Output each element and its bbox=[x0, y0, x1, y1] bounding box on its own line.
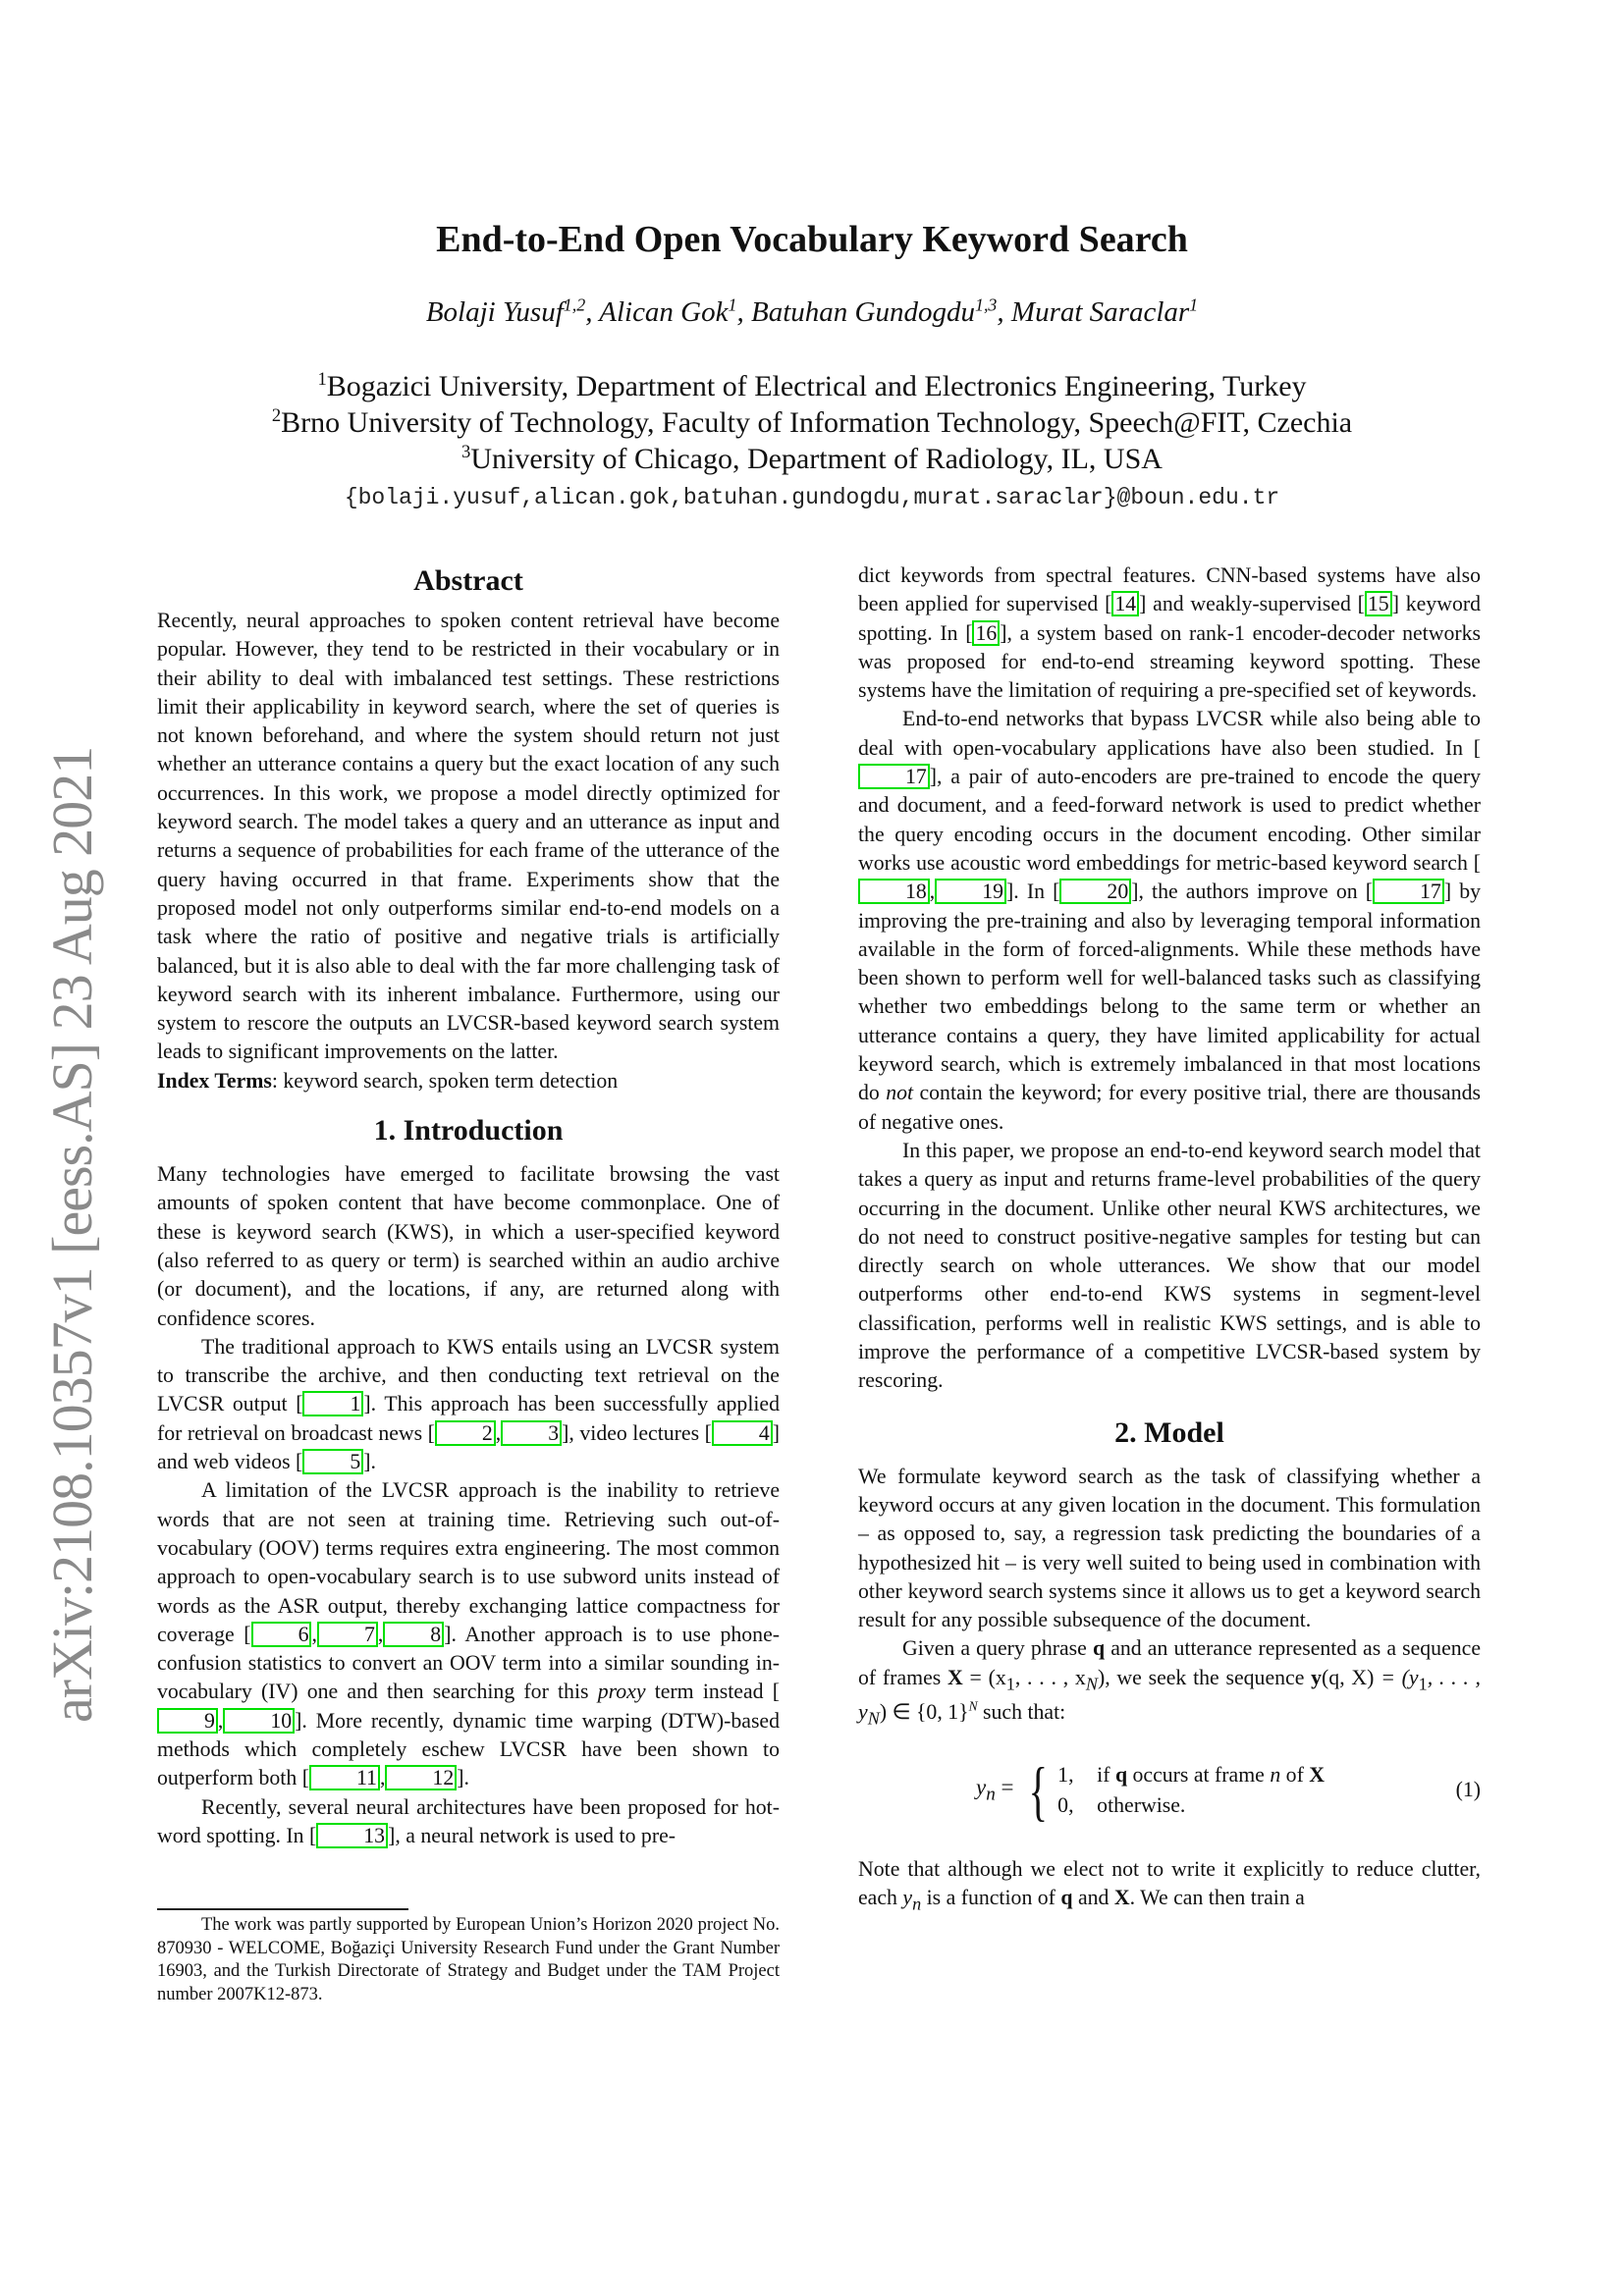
math-superscript: N bbox=[968, 1699, 978, 1715]
text-run: term instead [ bbox=[645, 1680, 780, 1704]
text-run: ], video lectures [ bbox=[562, 1420, 712, 1445]
math-run: = (y bbox=[1374, 1665, 1419, 1689]
text-run: End-to-end networks that bypass LVCSR while also being able to deal with open-vocabulary applications have also been studied. In [ bbox=[858, 707, 1481, 760]
citation-link[interactable]: 19 bbox=[935, 879, 1006, 904]
math-run: , . . . , y bbox=[858, 1665, 1482, 1725]
text-run: and bbox=[1072, 1886, 1114, 1910]
abstract-text: Recently, neural approaches to spoken content retrieval have become popular. However, they tend to be restricted in their vocabulary or in their ability to deal with imbalanced test settings. These restrictions limit their applicability in keyword search, where the set of queries is not known beforehand, and where the system should return not just whether an utterance contains a query but the exact location of any such occurrences. In this work, we propose a model directly optimized for keyword search. The model takes a query and an utterance as input and returns a sequence of probabilities for each frame of the utterance of the query having occurred in that frame. Experiments show that the proposed model not only outperforms similar end-to-end models on a task where the ratio of positive and negative trials is artificially balanced, but it is also able to deal with the far more challenging task of keyword search with its inherent imbalance. Furthermore, using our system to rescore the outputs an LVCSR-based keyword search system leads to significant improvements on the latter. bbox=[157, 609, 780, 1064]
text-run: ], a system based on rank-1 encoder-decoder networks was proposed for end-to-end streaming keyword spotting. These systems have the limitation of requiring a pre-specified set of keywords. bbox=[858, 620, 1481, 703]
equation-cases bbox=[1057, 1760, 1325, 1821]
math-subscript: N bbox=[867, 1708, 880, 1729]
math-subscript: 1 bbox=[1005, 1674, 1015, 1694]
author-name: Bolaji Yusuf bbox=[425, 296, 564, 328]
case-row bbox=[1057, 1790, 1325, 1821]
right-column bbox=[858, 561, 1481, 1919]
index-terms-value: : keyword search, spoken term detection bbox=[271, 1068, 619, 1093]
text-run: A limitation of the LVCSR approach is the inability to retrieve words that are not seen at training time. Retrieving such out-of-vocabulary (OOV) terms requires extra engineering. The most common approach to open-vocabulary search is to use subword units instead of words as the ASR output, thereby exchanging lattice compactness for coverage [ bbox=[157, 1478, 780, 1646]
text-run: Note that although we elect not to write it explicitly to reduce clutter, each bbox=[858, 1857, 1481, 1910]
text-run: ]. This approach has been successfully applied for retrieval on broadcast news [ bbox=[157, 1392, 780, 1445]
math-subscript: 1 bbox=[1418, 1674, 1428, 1694]
affiliation-text: Brno University of Technology, Faculty of Information Technology, Speech@FIT, Czechia bbox=[281, 406, 1353, 439]
math-symbol: X bbox=[947, 1665, 963, 1689]
math-symbol: y bbox=[902, 1886, 913, 1910]
citation-link[interactable]: 8 bbox=[383, 1622, 444, 1647]
text-run: otherwise. bbox=[1097, 1793, 1186, 1817]
text-run: dict keywords from spectral features. CNN-based systems have also been applied for supervised [ bbox=[858, 563, 1481, 616]
left-brace-icon: { bbox=[1028, 1753, 1048, 1828]
text-run: Recently, several neural architectures have been proposed for hot-word spotting. In [ bbox=[157, 1794, 780, 1847]
affiliation-number: 2 bbox=[271, 405, 282, 426]
math-run: = (x bbox=[962, 1665, 1006, 1689]
text-run: ), we seek the sequence bbox=[1097, 1665, 1312, 1689]
footnote-text: The work was partly supported by European Union’s Horizon 2020 project No. 870930 - WELCOME, Boğaziçi University Research Fund under the Grant Number 16903, and the Turkish Directorate of Strategy and Budget under the TAM Project number 2007K12-873. bbox=[157, 1915, 780, 2004]
text-run: and an utterance represented as a sequence of frames bbox=[858, 1636, 1481, 1689]
case-value: 0, bbox=[1057, 1793, 1074, 1817]
citation-link[interactable]: 11 bbox=[309, 1765, 380, 1790]
intro-paragraph-2: The traditional approach to KWS entails using an LVCSR system to transcribe the archive, and then conducting text retrieval on the LVCSR output [ 1 ]. This approach has been successfully applied for retrieval on broadcast news [ 2 , 3 ], video lectures [ 4 ] and web videos [ 5 ]. bbox=[157, 1334, 780, 1474]
author-name: Murat Saraclar bbox=[1010, 296, 1190, 328]
citation-link[interactable]: 5 bbox=[302, 1449, 363, 1474]
math-run: (q, X) bbox=[1322, 1665, 1375, 1689]
citation-link[interactable]: 15 bbox=[1365, 591, 1392, 616]
text-run: ], a neural network is used to pre- bbox=[388, 1823, 677, 1847]
footnote-divider bbox=[157, 1908, 408, 1910]
text-run: ]. In [ bbox=[1006, 880, 1060, 904]
equation-number: (1) bbox=[1455, 1778, 1481, 1802]
math-run: ) ∈ {0, 1} bbox=[879, 1700, 969, 1725]
author-affiliation: 1 bbox=[728, 294, 737, 315]
citation-link[interactable]: 3 bbox=[501, 1420, 562, 1446]
model-paragraph-1: We formulate keyword search as the task of classifying whether a keyword occurs at any given location in the document. This formulation – as opposed to, say, a regression task predicting the boundaries of a hypothesized hit – is very well suited to being used in combination with other keyword search systems since it allows us to get a keyword search result for any possible subsequence of the document. bbox=[858, 1464, 1481, 1632]
affiliation-number: 1 bbox=[317, 369, 327, 390]
equation-1 bbox=[858, 1747, 1481, 1834]
introduction-heading: 1. Introduction bbox=[373, 1114, 564, 1148]
math-symbol: y bbox=[976, 1774, 987, 1799]
affiliation-line bbox=[0, 441, 1624, 477]
emphasis: proxy bbox=[597, 1680, 646, 1704]
citation-link[interactable]: 6 bbox=[251, 1622, 312, 1647]
case-row bbox=[1057, 1760, 1325, 1790]
text-run: The traditional approach to KWS entails using an LVCSR system to transcribe the archive, and then conducting text retrieval on the LVCSR output [ bbox=[157, 1334, 780, 1416]
text-run: contain the keyword; for every positive trial, there are thousands of negative ones. bbox=[858, 1081, 1481, 1134]
affiliation-text: University of Chicago, Department of Radiology, IL, USA bbox=[470, 443, 1163, 475]
citation-link[interactable]: 10 bbox=[223, 1708, 295, 1734]
model-paragraph-2 bbox=[858, 1634, 1481, 1734]
intro-paragraph-6: In this paper, we propose an end-to-end keyword search model that takes a query as input and returns frame-level probabilities of the query occurring in the document. Unlike other neural KWS architectures, we do not need to construct positive-negative samples for testing but can directly search on whole utterances. We show that our model outperforms other end-to-end KWS systems in segment-level classification, performs well in realistic KWS settings, and is able to improve the performance of a competitive LVCSR-based system by rescoring. bbox=[858, 1138, 1481, 1393]
affiliation-number: 3 bbox=[461, 442, 471, 462]
intro-paragraph-4-continued bbox=[858, 561, 1481, 705]
index-terms bbox=[157, 1067, 780, 1095]
citation-link[interactable]: 18 bbox=[858, 879, 930, 904]
emphasis: not bbox=[886, 1081, 914, 1105]
text-run: ]. bbox=[457, 1766, 469, 1790]
model-heading: 2. Model bbox=[1114, 1415, 1224, 1449]
text-run: ]. Another approach is to use phone-confusion statistics to convert an OOV term into a similar sounding in-vocabulary (IV) one and then searching for this bbox=[157, 1622, 780, 1704]
author-affiliation: 1,2 bbox=[563, 294, 586, 315]
case-value: 1, bbox=[1057, 1763, 1074, 1787]
citation-link[interactable]: 1 bbox=[302, 1391, 363, 1416]
affiliation-line bbox=[0, 404, 1624, 441]
citation-link[interactable]: 12 bbox=[385, 1765, 457, 1790]
math-symbol: X bbox=[1309, 1763, 1326, 1787]
left-column bbox=[157, 561, 780, 1850]
intro-paragraph-4 bbox=[157, 1793, 780, 1851]
text-run: Given a query phrase bbox=[902, 1636, 1093, 1661]
math-symbol: n bbox=[1270, 1763, 1281, 1787]
citation-link[interactable]: 20 bbox=[1059, 879, 1131, 904]
math-symbol: q bbox=[1114, 1763, 1128, 1787]
intro-paragraph-5: End-to-end networks that bypass LVCSR while also being able to deal with open-vocabulary applications have also been studied. In [17 ], a pair of auto-encoders are pre-trained to encode the query and document, and a feed-forward network is used to predict whether the query encoding occurs in the document encoding. Other similar works use acoustic word embeddings for metric-based keyword search [18 , 19 ]. In [ 20 ], the authors improve on [ 17 ] by improving the pre-training and also by leveraging temporal information available in the form of forced-alignments. While these methods have been shown to perform well for well-balanced tasks such as classifying whether two embeddings belong to the same term or whether an utterance contains a query, they have limited applicability for actual keyword search, which is extremely imbalanced in that most locations do not contain the keyword; for every positive trial, there are thousands of negative ones. bbox=[858, 707, 1481, 1134]
text-run: ] by improving the pre-training and also by leveraging temporal information available in the form of forced-alignments. While these methods have been shown to perform well for well-balanced tasks such as classifying whether two embeddings belong to the same term or whether an utterance contains a query, they have limited applicability for actual keyword search, which is extremely imbalanced in that most locations do bbox=[858, 880, 1481, 1105]
author-list: Bolaji Yusuf$^{1,2}$, Alican Gok$^1$, Batuhan Gundogdu$^{1,3}$, Murat Saraclar$^1$ bbox=[425, 294, 1199, 328]
affiliations bbox=[0, 368, 1624, 477]
text-run: such that: bbox=[977, 1700, 1066, 1725]
equation-lhs: $y_n$ = bbox=[976, 1774, 1014, 1805]
text-run: ] keyword spotting. In [ bbox=[858, 592, 1481, 645]
author-name: Batuhan Gundogdu bbox=[750, 296, 975, 328]
citation-link[interactable]: 14 bbox=[1111, 591, 1139, 616]
arxiv-identifier-stamp[interactable]: arXiv:2108.10357v1 [eess.AS] 23 Aug 2021 bbox=[40, 746, 104, 1723]
math-run: , . . . , x bbox=[1014, 1665, 1086, 1689]
affiliation-text: Bogazici University, Department of Electrical and Electronics Engineering, Turkey bbox=[326, 370, 1307, 402]
math-subscript: N bbox=[1085, 1674, 1098, 1694]
text-run: ] and web videos [ bbox=[157, 1420, 780, 1474]
citation-link[interactable]: 16 bbox=[972, 620, 1000, 646]
paper-title: End-to-End Open Vocabulary Keyword Search bbox=[436, 219, 1188, 260]
citation-link[interactable]: 9 bbox=[157, 1708, 218, 1734]
author-affiliation: 1 bbox=[1189, 294, 1199, 315]
citation-link[interactable]: 17 bbox=[1373, 879, 1444, 904]
text-run: ], the authors improve on [ bbox=[1131, 880, 1374, 904]
text-run: occurs at frame bbox=[1127, 1763, 1271, 1787]
funding-footnote bbox=[157, 1914, 780, 2006]
math-subscript: n bbox=[986, 1784, 996, 1805]
text-run: ]. bbox=[363, 1450, 376, 1474]
affiliation-line bbox=[0, 368, 1624, 404]
author-affiliation: 1,3 bbox=[974, 294, 998, 315]
text-run: ] and weakly-supervised [ bbox=[1139, 592, 1365, 616]
text-run: is a function of bbox=[921, 1886, 1061, 1910]
math-symbol: X bbox=[1113, 1886, 1130, 1910]
text-run: if bbox=[1097, 1763, 1115, 1787]
math-symbol: q bbox=[1060, 1886, 1073, 1910]
citation-link[interactable]: 2 bbox=[435, 1420, 496, 1446]
citation-link[interactable]: 7 bbox=[317, 1622, 378, 1647]
citation-link[interactable]: 4 bbox=[712, 1420, 773, 1446]
text-run: ]. More recently, dynamic time warping (DTW)-based methods which completely eschew LVCSR have been shown to outperform both [ bbox=[157, 1708, 780, 1790]
intro-paragraph-1: Many technologies have emerged to facilitate browsing the vast amounts of spoken content that have become commonplace. One of these is keyword search (KWS), in which a user-specified keyword (also referred to as query or term) is searched within an audio archive (or document), and the locations, if any, are returned along with confidence scores. bbox=[157, 1162, 780, 1330]
text-run: . We can then train a bbox=[1129, 1886, 1305, 1910]
math-symbol: q bbox=[1092, 1636, 1106, 1661]
citation-link[interactable]: 13 bbox=[316, 1823, 388, 1848]
model-paragraph-3 bbox=[858, 1855, 1481, 1919]
math-subscript: n bbox=[912, 1894, 922, 1914]
author-emails: {bolaji.yusuf,alican.gok,batuhan.gundogdu,murat.saraclar}@boun.edu.tr bbox=[344, 485, 1280, 510]
abstract-heading: Abstract bbox=[413, 564, 523, 597]
author-name: Alican Gok bbox=[599, 296, 729, 328]
index-terms-label: Index Terms bbox=[157, 1068, 272, 1093]
intro-paragraph-3: A limitation of the LVCSR approach is the inability to retrieve words that are not seen at training time. Retrieving such out-of-vocabulary (OOV) terms requires extra engineering. The most common approach to open-vocabulary search is to use subword units instead of words as the ASR output, thereby exchanging lattice compactness for coverage [ 6 , 7 , 8 ]. Another approach is to use phone-confusion statistics to convert an OOV term into a similar sounding in-vocabulary (IV) one and then searching for this proxy term instead [9 , 10 ]. More recently, dynamic time warping (DTW)-based methods which completely eschew LVCSR have been shown to outperform both [ 11 , 12 ]. bbox=[157, 1478, 780, 1790]
text-run: of bbox=[1280, 1763, 1310, 1787]
text-run: ], a pair of auto-encoders are pre-trained to encode the query and document, and a feed-forward network is used to predict whether the query encoding occurs in the document encoding. Other similar works use acoustic word embeddings for metric-based keyword search [ bbox=[858, 765, 1481, 875]
citation-link[interactable]: 17 bbox=[858, 764, 930, 789]
math-symbol: y bbox=[1311, 1665, 1323, 1689]
